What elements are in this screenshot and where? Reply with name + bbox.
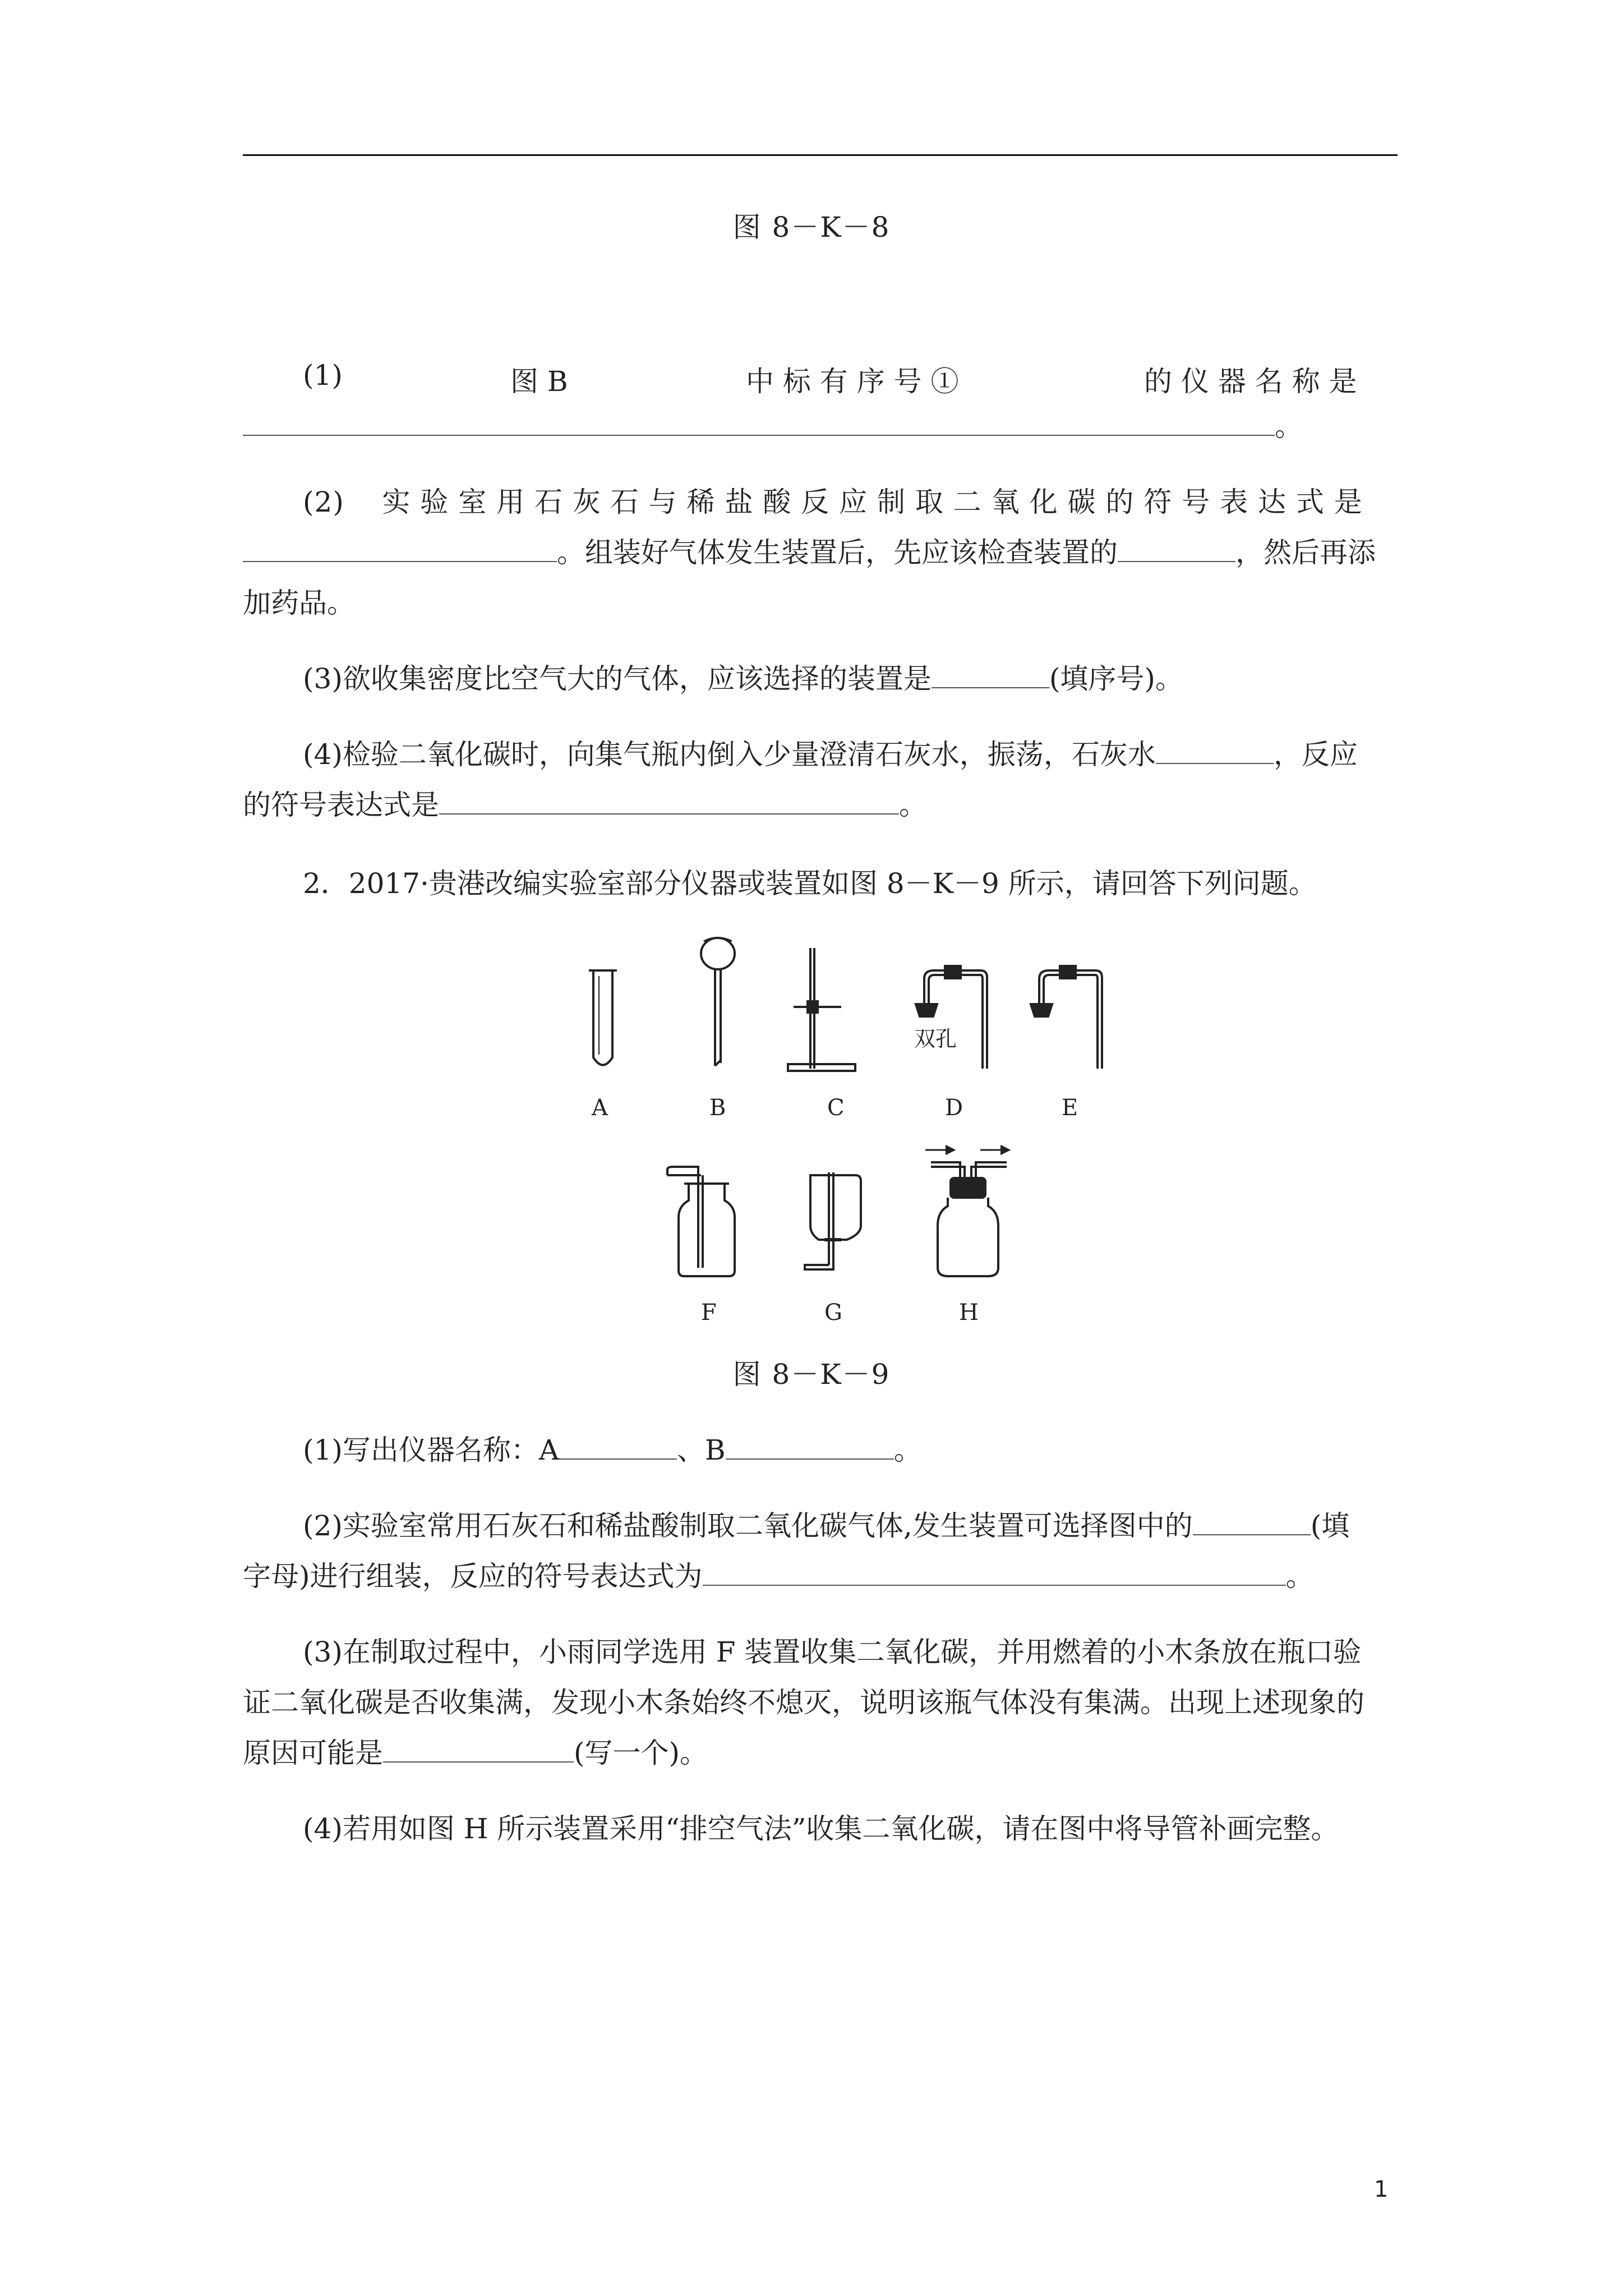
- figure-label-d: D: [945, 1095, 963, 1121]
- long-neck-funnel-icon: [701, 938, 735, 1066]
- p2-question-4: (4)若用如图 H 所示装置采用“排空气法”收集二氧化碳，请在图中将导管补画完整。: [303, 1812, 1339, 1845]
- figure-caption-8-k-8: 图 8－K－8: [732, 211, 891, 243]
- figure-label-e: E: [1062, 1095, 1078, 1121]
- p2-question-3-line-3: 原因可能是 (写一个)。: [243, 1737, 708, 1769]
- question-2-line-3: 加药品。: [243, 587, 355, 619]
- answer-blank[interactable]: [726, 1434, 894, 1460]
- answer-blank[interactable]: [383, 1737, 574, 1763]
- question-1-label: (1): [303, 359, 343, 392]
- figure-label-g: G: [824, 1300, 842, 1326]
- figure-label-h: H: [959, 1300, 979, 1326]
- answer-blank[interactable]: [703, 1560, 1286, 1586]
- question-1-word-3: 的 仪 器 名 称 是: [1144, 365, 1357, 398]
- inverted-bottle-icon: [805, 1172, 861, 1269]
- question-1-word-1: 图 B: [510, 365, 568, 398]
- question-4-line-1: (4)检验二氧化碳时，向集气瓶内倒入少量澄清石灰水，振荡，石灰水 ，反应: [303, 738, 1358, 771]
- test-tube-icon: [589, 970, 617, 1065]
- answer-blank[interactable]: [559, 1434, 677, 1460]
- figure-label-a: A: [592, 1095, 608, 1121]
- figure-label-c: C: [827, 1095, 845, 1121]
- gas-washing-bottle-icon: [925, 1147, 1008, 1276]
- two-hole-note: 双孔: [914, 1027, 957, 1051]
- iron-stand-icon: [788, 948, 855, 1071]
- question-1-word-2: 中 标 有 序 号 ①: [746, 365, 959, 398]
- question-2-line-1: (2) 实 验 室 用 石 灰 石 与 稀 盐 酸 反 应 制 取 二 氧 化 碳 的 符 号 表 达 式 是: [303, 486, 1363, 518]
- answer-blank[interactable]: [1193, 1510, 1311, 1535]
- question-3-line: (3)欲收集密度比空气大的气体，应该选择的装置是 (填序号)。: [303, 662, 1183, 695]
- figure-label-f: F: [701, 1300, 717, 1326]
- p2-question-2-line-1: (2)实验室常用石灰石和稀盐酸制取二氧化碳气体,发生装置可选择图中的 (填: [303, 1510, 1350, 1542]
- question-2-line-2: 。组装好气体发生装置后，先应该检查装置的 ，然后再添: [243, 536, 1376, 569]
- figure-label-b: B: [709, 1095, 726, 1121]
- single-hole-stopper-tube-icon: [1031, 966, 1102, 1069]
- figure-caption-8-k-9: 图 8－K－9: [732, 1358, 891, 1391]
- question-4-line-2: 的符号表达式是 。: [243, 789, 927, 821]
- p2-question-1: (1)写出仪器名称：A 、B 。: [303, 1434, 922, 1466]
- gas-collecting-bottle-icon: [667, 1167, 735, 1276]
- p2-question-3-line-1: (3)在制取过程中，小雨同学选用 F 装置收集二氧化碳，并用燃着的小木条放在瓶口验: [303, 1636, 1362, 1668]
- problem-2-intro: 2．2017·贵港改编实验室部分仪器或装置如图 8－K－9 所示，请回答下列问题。: [303, 867, 1317, 900]
- p2-question-2-line-2: 字母)进行组装，反应的符号表达式为 。: [243, 1560, 1314, 1593]
- question-1-answer-line: 。: [243, 409, 1303, 443]
- p2-question-3-line-2: 证二氧化碳是否收集满，发现小木条始终不熄灭，说明该瓶气体没有集满。出现上述现象的: [243, 1686, 1364, 1719]
- page-number: 1: [1374, 2177, 1389, 2202]
